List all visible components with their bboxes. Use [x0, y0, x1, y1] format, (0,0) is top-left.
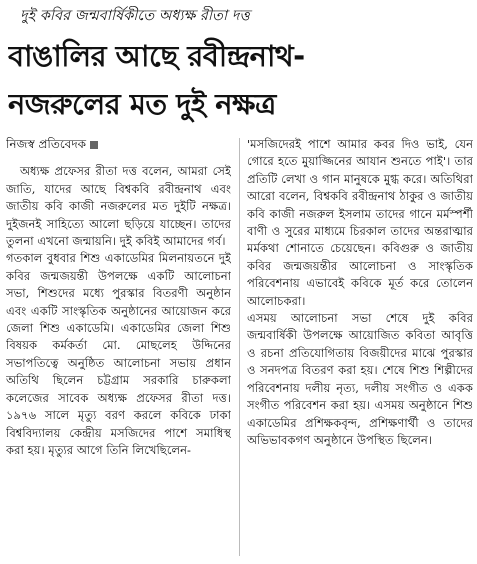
right-paragraph-2: এসময় আলোচনা সভা শেষে দুই কবির জন্মবার্ষিকী উপলক্ষে আয়োজিত কবিতা আবৃত্তি ও রচনা প্রতিযোগিতায় বিজয়ীদের মাঝে পুরস্কার ও সনদপত্র বিতরণ করা হয়। শেষে শিশু শিল্পীদের পরিবেশনায় দলীয় নৃত্য, দলীয় সংগীত ও একক সংগীত পরিবেশন করা হয়। এসময় অনুষ্ঠানে শিশু একাডেমির প্রশিক্ষকবৃন্দ, প্রশিক্ষণার্থী ও তাদের অভিভাবকগণ অনুষ্ঠানে উপস্থিত ছিলেন। — [247, 311, 473, 447]
headline-line-2: নজরুলের মত দুই নক্ষত্র — [8, 87, 276, 121]
article-column-left — [6, 136, 231, 459]
article-column-right — [247, 136, 473, 449]
right-paragraph-1: 'মসজিদেরই পাশে আমার কবর দিও ভাই, যেন গোরে হতে মুয়াজ্জিনের আযান শুনতে পাই'। তার প্রতিটি লেখা ও গান মানুষকে মুগ্ধ করে। অতিথিরা আরো বলেন, বিশ্বকবি রবীন্দ্রনাথ ঠাকুর ও জাতীয় কবি কাজী নজরুল ইসলাম তাদের গানে মর্মস্পর্শী বাণী ও সুরের মাধ্যমে চিরকাল তাদের অন্তরাত্মার মর্মকথা শোনাতে চেয়েছেন। কবিগুরু ও জাতীয় কবির জন্মজয়ন্তীর আলোচনা ও সাংস্কৃতিক পরিবেশনায় এভাবেই কবিকে মূর্ত করে তোলেন আলোচকরা। — [247, 137, 473, 308]
byline — [6, 136, 231, 153]
byline-text: নিজস্ব প্রতিবেদক — [6, 137, 87, 151]
headline — [8, 32, 470, 128]
kicker-line: দুই কবির জন্মবার্ষিকীতে অধ্যক্ষ রীতা দত্ত — [20, 8, 250, 24]
byline-square-icon — [90, 141, 98, 149]
headline-line-1: বাঙালির আছে রবীন্দ্রনাথ- — [8, 39, 305, 73]
column-divider — [239, 138, 240, 556]
left-paragraph-2: গতকাল বুধবার শিশু একাডেমির মিলনায়তনে দুই কবির জন্মজয়ন্তী উপলক্ষে একটি আলোচনা সভা, শিশুদের মধ্যে পুরস্কার বিতরণী অনুষ্ঠান এবং একটি সাংস্কৃতিক অনুষ্ঠানের আয়োজন করে জেলা শিশু একাডেমি। একাডেমির জেলা শিশু বিষয়ক কর্মকর্তা মো. মোছলেহ উদ্দিনের সভাপতিত্বে অনুষ্ঠিত আলোচনা সভায় প্রধান অতিথি ছিলেন চট্টগ্রাম সরকারি চারুকলা কলেজের সাবেক অধ্যক্ষ প্রফেসর রীতা দত্ত। ১৯৭৬ সালে মৃত্যু বরণ করলে কবিকে ঢাকা বিশ্ববিদ্যালয় কেন্দ্রীয় মসজিদের পাশে সমাধিস্থ করা হয়। মৃত্যুর আগে তিনি লিখেছিলেন- — [6, 251, 231, 457]
left-paragraph-1: অধ্যক্ষ প্রফেসর রীতা দত্ত বলেন, আমরা সেই জাতি, যাদের আছে বিশ্বকবি রবীন্দ্রনাথ এবং জাতীয় কবি কাজী নজরুলের মত দুইটি নক্ষত্র। দুইজনই সাহিত্যে আলো ছড়িয়ে যাচ্ছেন। তাদের তুলনা এখনো জন্মায়নি। দুই কবিই আমাদের গর্ব। — [6, 164, 231, 249]
